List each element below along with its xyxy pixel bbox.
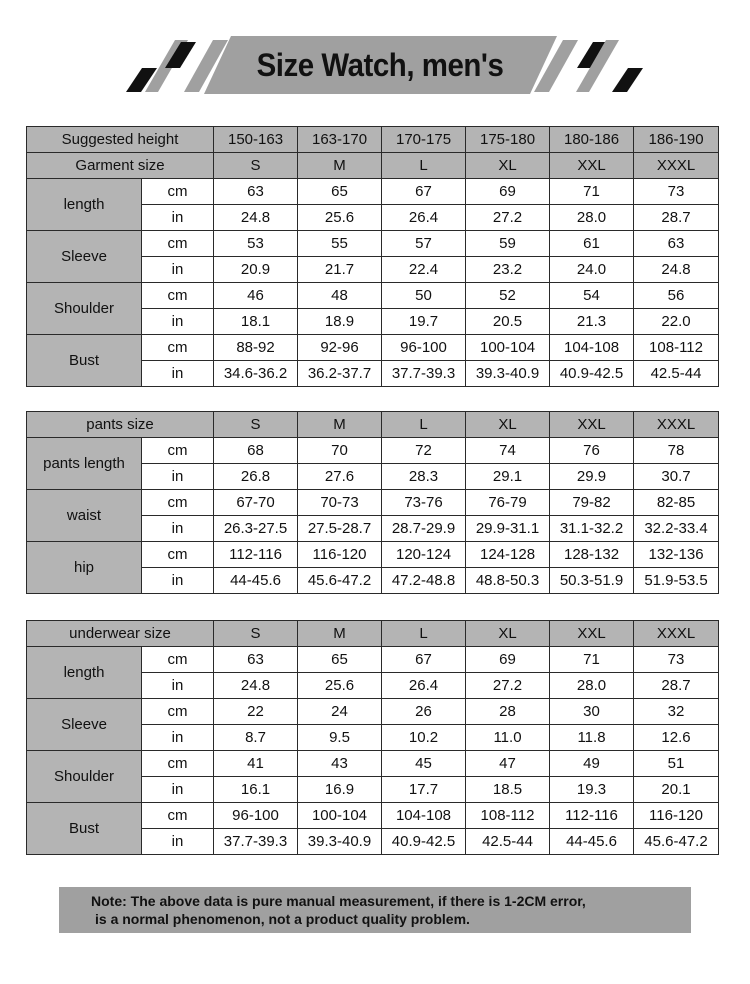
unit-cell: in — [142, 361, 214, 387]
value-cell: 29.1 — [466, 464, 550, 490]
value-cell: 65 — [298, 179, 382, 205]
value-cell: 104-108 — [382, 803, 466, 829]
header-banner — [0, 0, 750, 110]
value-cell: 43 — [298, 751, 382, 777]
size-cell: XXL — [550, 621, 634, 647]
value-cell: 51 — [634, 751, 719, 777]
value-cell: 100-104 — [298, 803, 382, 829]
unit-cell: cm — [142, 490, 214, 516]
value-cell: 48 — [298, 283, 382, 309]
value-cell: 23.2 — [466, 257, 550, 283]
unit-cell: cm — [142, 647, 214, 673]
value-cell: 26 — [382, 699, 466, 725]
value-cell: 27.2 — [466, 673, 550, 699]
value-cell: 28.3 — [382, 464, 466, 490]
value-cell: 32.2-33.4 — [634, 516, 719, 542]
size-label: underwear size — [27, 621, 214, 647]
measure-label: Bust — [27, 803, 142, 855]
value-cell: 29.9 — [550, 464, 634, 490]
value-cell: 49 — [550, 751, 634, 777]
height-cell: 180-186 — [550, 127, 634, 153]
value-cell: 47 — [466, 751, 550, 777]
value-cell: 22.4 — [382, 257, 466, 283]
measure-label: hip — [27, 542, 142, 594]
table-row — [27, 438, 719, 464]
unit-cell: in — [142, 205, 214, 231]
height-cell: 163-170 — [298, 127, 382, 153]
measure-label: length — [27, 179, 142, 231]
value-cell: 76-79 — [466, 490, 550, 516]
value-cell: 76 — [550, 438, 634, 464]
value-cell: 34.6-36.2 — [214, 361, 298, 387]
size-cell: M — [298, 621, 382, 647]
value-cell: 63 — [214, 179, 298, 205]
value-cell: 21.7 — [298, 257, 382, 283]
height-cell: 150-163 — [214, 127, 298, 153]
value-cell: 54 — [550, 283, 634, 309]
size-cell: M — [298, 412, 382, 438]
value-cell: 55 — [298, 231, 382, 257]
value-cell: 11.8 — [550, 725, 634, 751]
value-cell: 79-82 — [550, 490, 634, 516]
note-line-1: Note: The above data is pure manual measurement, if there is 1-2CM error, — [91, 893, 586, 909]
table-row — [27, 647, 719, 673]
value-cell: 24.8 — [634, 257, 719, 283]
unit-cell: in — [142, 829, 214, 855]
unit-cell: cm — [142, 179, 214, 205]
value-cell: 88-92 — [214, 335, 298, 361]
stripe-right-4 — [612, 68, 643, 92]
height-cell: 170-175 — [382, 127, 466, 153]
measure-label: waist — [27, 490, 142, 542]
value-cell: 8.7 — [214, 725, 298, 751]
table-row — [27, 699, 719, 725]
value-cell: 120-124 — [382, 542, 466, 568]
size-cell: XL — [466, 153, 550, 179]
table-row — [27, 335, 719, 361]
value-cell: 22.0 — [634, 309, 719, 335]
value-cell: 18.1 — [214, 309, 298, 335]
value-cell: 53 — [214, 231, 298, 257]
size-cell: XXXL — [634, 153, 719, 179]
value-cell: 26.4 — [382, 205, 466, 231]
value-cell: 108-112 — [634, 335, 719, 361]
value-cell: 25.6 — [298, 673, 382, 699]
value-cell: 28.0 — [550, 673, 634, 699]
value-cell: 50.3-51.9 — [550, 568, 634, 594]
value-cell: 72 — [382, 438, 466, 464]
value-cell: 28 — [466, 699, 550, 725]
height-cell: 175-180 — [466, 127, 550, 153]
value-cell: 20.1 — [634, 777, 719, 803]
unit-cell: cm — [142, 803, 214, 829]
value-cell: 27.2 — [466, 205, 550, 231]
value-cell: 51.9-53.5 — [634, 568, 719, 594]
value-cell: 45 — [382, 751, 466, 777]
measure-label: Shoulder — [27, 283, 142, 335]
value-cell: 29.9-31.1 — [466, 516, 550, 542]
value-cell: 39.3-40.9 — [298, 829, 382, 855]
value-cell: 17.7 — [382, 777, 466, 803]
value-cell: 18.5 — [466, 777, 550, 803]
table-row — [27, 542, 719, 568]
value-cell: 42.5-44 — [466, 829, 550, 855]
value-cell: 20.5 — [466, 309, 550, 335]
value-cell: 50 — [382, 283, 466, 309]
value-cell: 70 — [298, 438, 382, 464]
value-cell: 59 — [466, 231, 550, 257]
value-cell: 24.8 — [214, 205, 298, 231]
value-cell: 39.3-40.9 — [466, 361, 550, 387]
size-row — [27, 621, 719, 647]
value-cell: 42.5-44 — [634, 361, 719, 387]
size-row — [27, 412, 719, 438]
value-cell: 18.9 — [298, 309, 382, 335]
value-cell: 112-116 — [550, 803, 634, 829]
measure-label: pants length — [27, 438, 142, 490]
value-cell: 100-104 — [466, 335, 550, 361]
value-cell: 104-108 — [550, 335, 634, 361]
value-cell: 45.6-47.2 — [634, 829, 719, 855]
value-cell: 40.9-42.5 — [382, 829, 466, 855]
value-cell: 10.2 — [382, 725, 466, 751]
value-cell: 24.8 — [214, 673, 298, 699]
measure-label: length — [27, 647, 142, 699]
value-cell: 24 — [298, 699, 382, 725]
pants-size-table — [26, 411, 719, 594]
size-cell: S — [214, 621, 298, 647]
value-cell: 73 — [634, 647, 719, 673]
value-cell: 28.0 — [550, 205, 634, 231]
value-cell: 82-85 — [634, 490, 719, 516]
value-cell: 26.3-27.5 — [214, 516, 298, 542]
value-cell: 71 — [550, 179, 634, 205]
height-cell: 186-190 — [634, 127, 719, 153]
value-cell: 26.8 — [214, 464, 298, 490]
value-cell: 65 — [298, 647, 382, 673]
value-cell: 73-76 — [382, 490, 466, 516]
value-cell: 124-128 — [466, 542, 550, 568]
value-cell: 25.6 — [298, 205, 382, 231]
value-cell: 63 — [214, 647, 298, 673]
value-cell: 12.6 — [634, 725, 719, 751]
measure-label: Bust — [27, 335, 142, 387]
size-cell: XL — [466, 412, 550, 438]
value-cell: 132-136 — [634, 542, 719, 568]
unit-cell: cm — [142, 438, 214, 464]
unit-cell: in — [142, 464, 214, 490]
value-cell: 61 — [550, 231, 634, 257]
value-cell: 56 — [634, 283, 719, 309]
note-banner — [59, 887, 691, 933]
size-label: pants size — [27, 412, 214, 438]
table-row — [27, 490, 719, 516]
value-cell: 78 — [634, 438, 719, 464]
value-cell: 16.9 — [298, 777, 382, 803]
unit-cell: cm — [142, 699, 214, 725]
table-row — [27, 283, 719, 309]
size-row — [27, 153, 719, 179]
value-cell: 20.9 — [214, 257, 298, 283]
unit-cell: in — [142, 309, 214, 335]
value-cell: 46 — [214, 283, 298, 309]
value-cell: 28.7 — [634, 205, 719, 231]
size-cell: L — [382, 621, 466, 647]
measure-label: Shoulder — [27, 751, 142, 803]
value-cell: 37.7-39.3 — [382, 361, 466, 387]
value-cell: 69 — [466, 179, 550, 205]
value-cell: 9.5 — [298, 725, 382, 751]
size-cell: M — [298, 153, 382, 179]
value-cell: 37.7-39.3 — [214, 829, 298, 855]
size-cell: XL — [466, 621, 550, 647]
unit-cell: in — [142, 725, 214, 751]
value-cell: 73 — [634, 179, 719, 205]
value-cell: 96-100 — [214, 803, 298, 829]
value-cell: 30.7 — [634, 464, 719, 490]
unit-cell: in — [142, 568, 214, 594]
unit-cell: in — [142, 257, 214, 283]
table-row — [27, 179, 719, 205]
value-cell: 36.2-37.7 — [298, 361, 382, 387]
value-cell: 45.6-47.2 — [298, 568, 382, 594]
size-cell: L — [382, 153, 466, 179]
size-cell: XXL — [550, 153, 634, 179]
tops-size-table — [26, 126, 719, 387]
value-cell: 116-120 — [634, 803, 719, 829]
table-row — [27, 231, 719, 257]
value-cell: 44-45.6 — [550, 829, 634, 855]
measure-label: Sleeve — [27, 231, 142, 283]
value-cell: 67 — [382, 179, 466, 205]
value-cell: 19.7 — [382, 309, 466, 335]
value-cell: 116-120 — [298, 542, 382, 568]
underwear-size-table — [26, 620, 719, 855]
unit-cell: in — [142, 673, 214, 699]
value-cell: 47.2-48.8 — [382, 568, 466, 594]
value-cell: 48.8-50.3 — [466, 568, 550, 594]
value-cell: 40.9-42.5 — [550, 361, 634, 387]
value-cell: 69 — [466, 647, 550, 673]
value-cell: 67-70 — [214, 490, 298, 516]
page-title: Size Watch, men's — [256, 46, 504, 83]
unit-cell: cm — [142, 335, 214, 361]
value-cell: 41 — [214, 751, 298, 777]
size-label: Garment size — [27, 153, 214, 179]
value-cell: 19.3 — [550, 777, 634, 803]
value-cell: 22 — [214, 699, 298, 725]
unit-cell: cm — [142, 751, 214, 777]
value-cell: 27.5-28.7 — [298, 516, 382, 542]
size-cell: S — [214, 412, 298, 438]
value-cell: 57 — [382, 231, 466, 257]
value-cell: 70-73 — [298, 490, 382, 516]
value-cell: 112-116 — [214, 542, 298, 568]
size-cell: XXXL — [634, 412, 719, 438]
value-cell: 92-96 — [298, 335, 382, 361]
unit-cell: cm — [142, 542, 214, 568]
size-cell: S — [214, 153, 298, 179]
value-cell: 63 — [634, 231, 719, 257]
note-line-2: is a normal phenomenon, not a product quality problem. — [95, 911, 470, 927]
size-cell: XXXL — [634, 621, 719, 647]
table-row — [27, 751, 719, 777]
value-cell: 96-100 — [382, 335, 466, 361]
value-cell: 24.0 — [550, 257, 634, 283]
value-cell: 32 — [634, 699, 719, 725]
value-cell: 128-132 — [550, 542, 634, 568]
unit-cell: in — [142, 516, 214, 542]
table-row — [27, 803, 719, 829]
unit-cell: cm — [142, 283, 214, 309]
unit-cell: cm — [142, 231, 214, 257]
value-cell: 108-112 — [466, 803, 550, 829]
value-cell: 16.1 — [214, 777, 298, 803]
value-cell: 52 — [466, 283, 550, 309]
value-cell: 67 — [382, 647, 466, 673]
size-cell: XXL — [550, 412, 634, 438]
value-cell: 28.7-29.9 — [382, 516, 466, 542]
size-cell: L — [382, 412, 466, 438]
height-label: Suggested height — [27, 127, 214, 153]
value-cell: 11.0 — [466, 725, 550, 751]
unit-cell: in — [142, 777, 214, 803]
height-row — [27, 127, 719, 153]
value-cell: 28.7 — [634, 673, 719, 699]
value-cell: 31.1-32.2 — [550, 516, 634, 542]
value-cell: 68 — [214, 438, 298, 464]
value-cell: 21.3 — [550, 309, 634, 335]
value-cell: 26.4 — [382, 673, 466, 699]
measure-label: Sleeve — [27, 699, 142, 751]
value-cell: 30 — [550, 699, 634, 725]
value-cell: 71 — [550, 647, 634, 673]
value-cell: 74 — [466, 438, 550, 464]
value-cell: 27.6 — [298, 464, 382, 490]
value-cell: 44-45.6 — [214, 568, 298, 594]
